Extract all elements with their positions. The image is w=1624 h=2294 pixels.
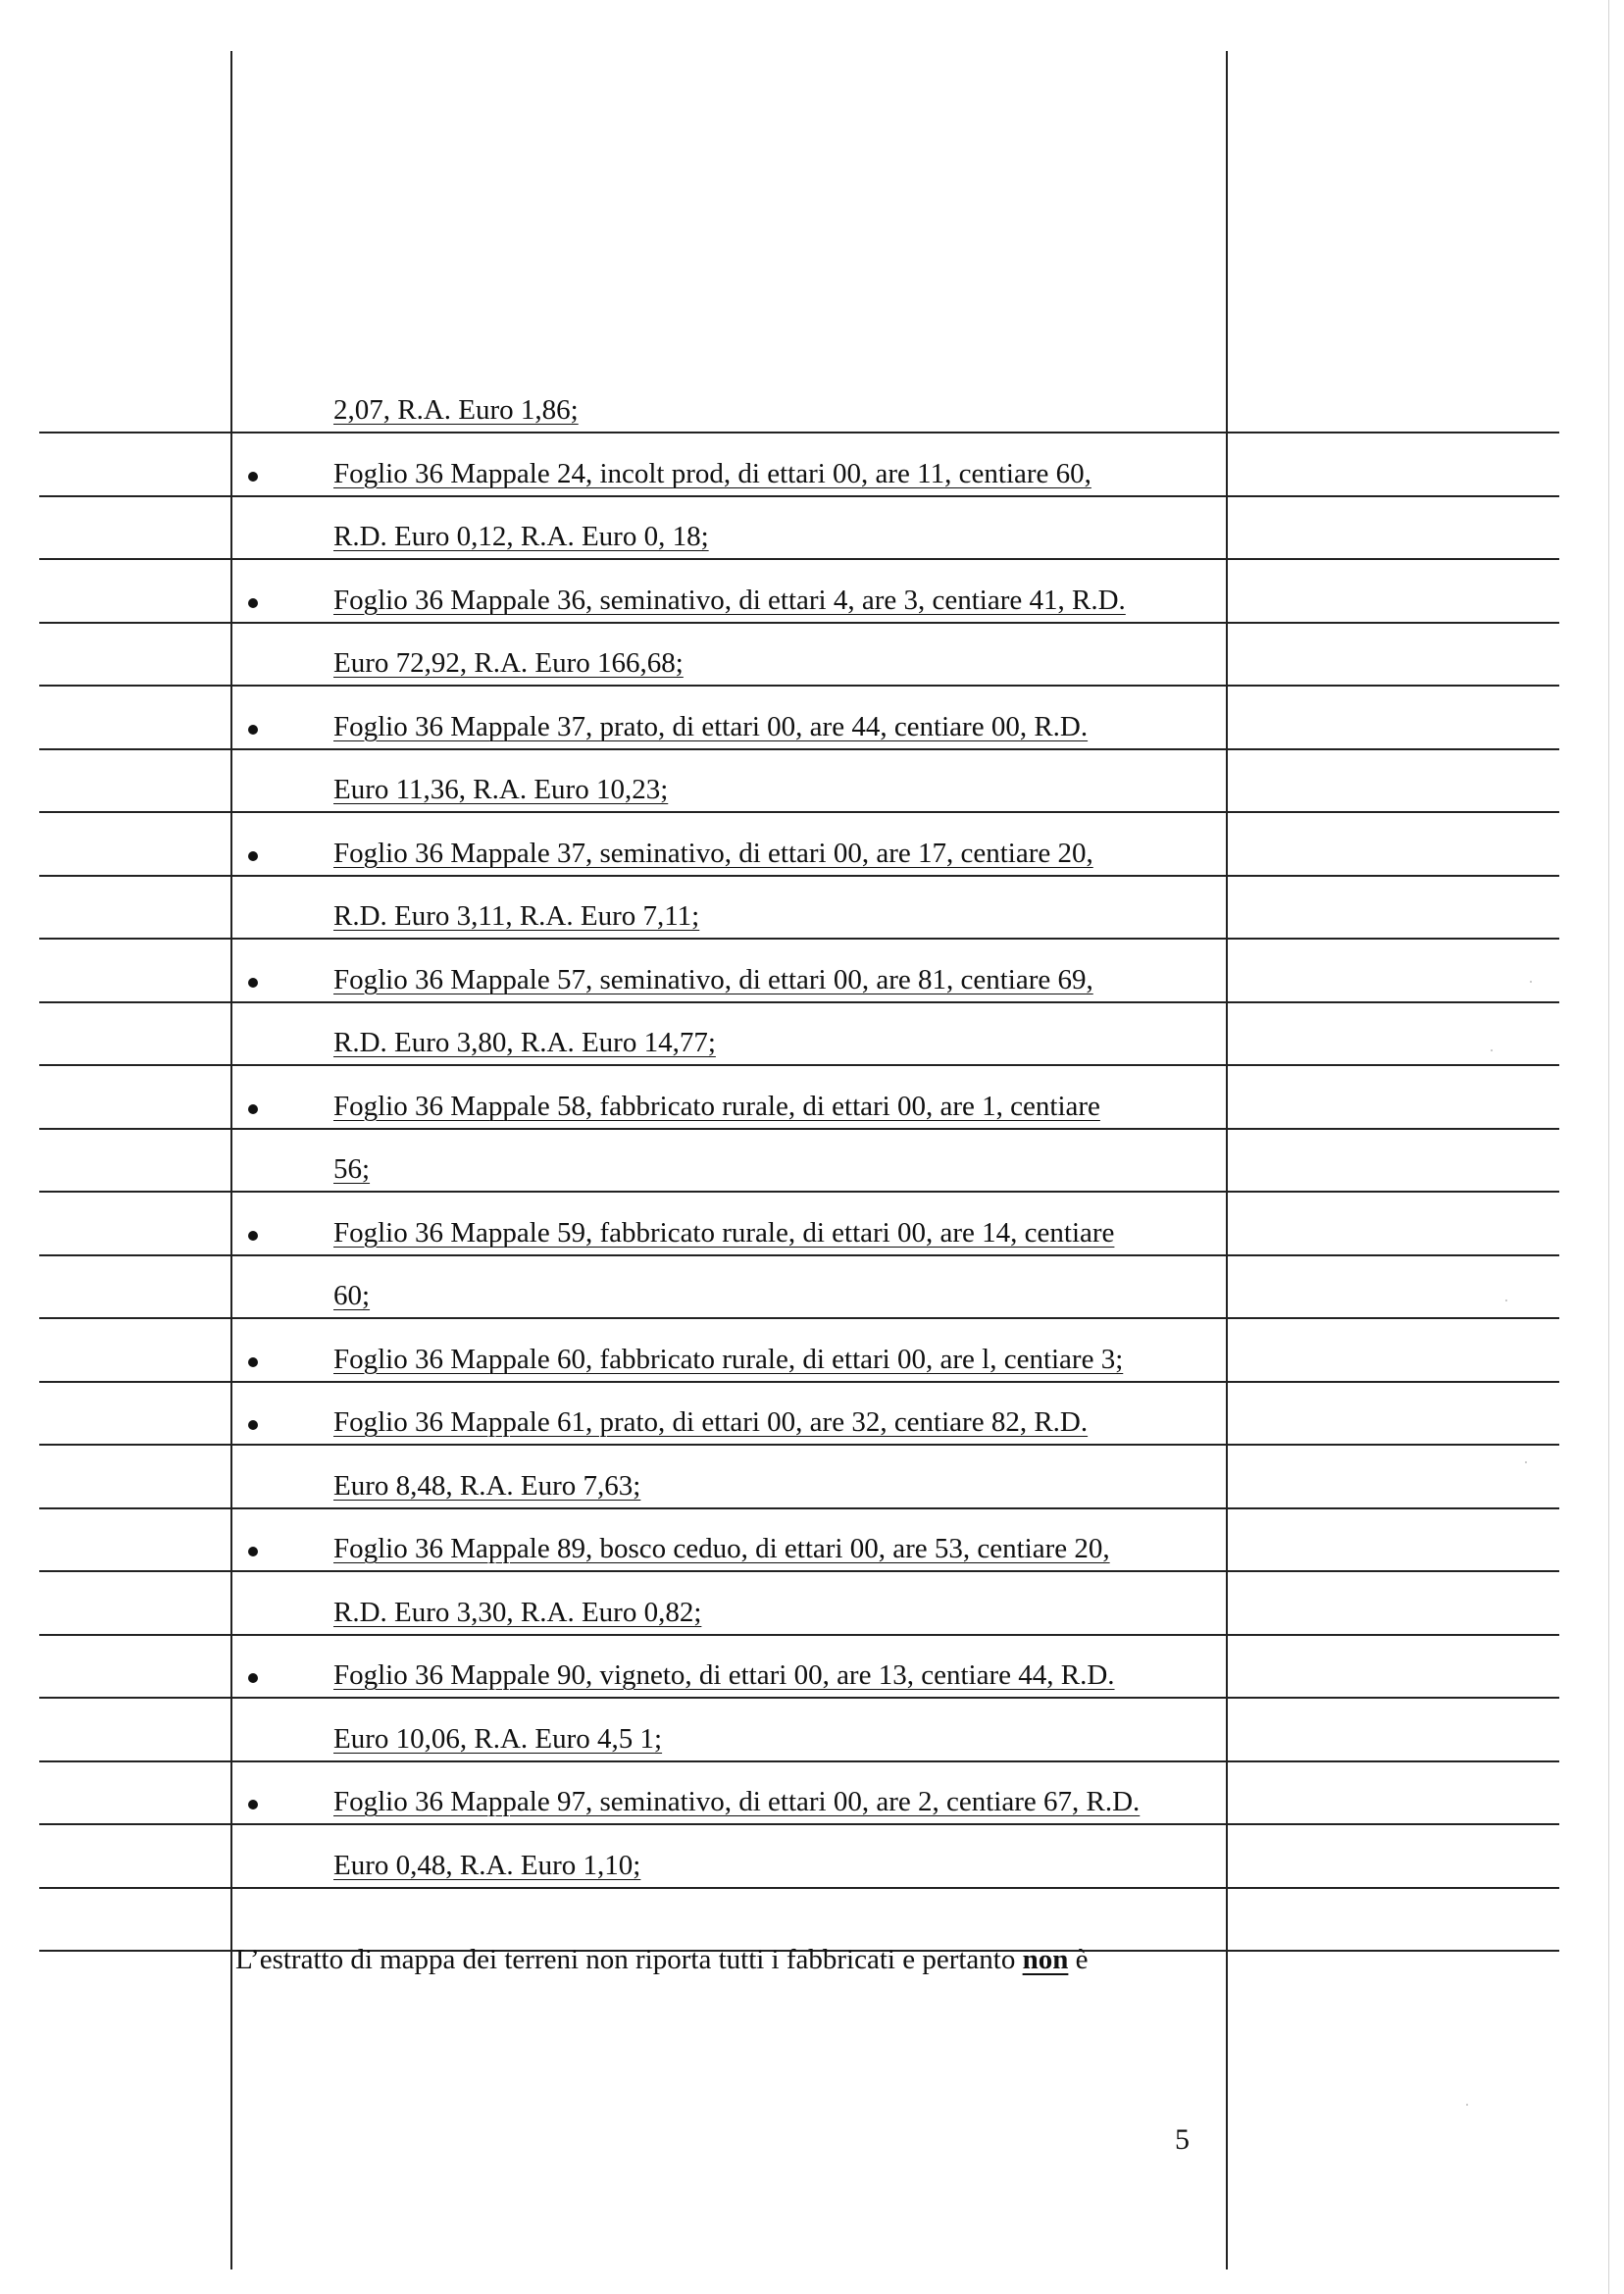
scan-speck: [1505, 1300, 1507, 1301]
ruled-line: [39, 1760, 1559, 1762]
scan-speck: [1530, 981, 1532, 983]
bullet-point: [248, 1357, 258, 1367]
entry-line: Euro 72,92, R.A. Euro 166,68;: [333, 647, 684, 679]
ruled-line: [39, 685, 1559, 687]
bullet-point: [248, 472, 258, 482]
ruled-line: [39, 1254, 1559, 1256]
ruled-line: [39, 1507, 1559, 1509]
left-margin-line: [230, 51, 232, 2269]
ruled-line: [39, 1697, 1559, 1699]
scan-speck: [1491, 1049, 1493, 1051]
entry-line: Foglio 36 Mappale 58, fabbricato rurale, di ettari 00, are 1, centiare: [333, 1090, 1100, 1122]
closing-before: L’estratto di mappa dei terreni non riporta tutti i fabbricati e pertanto: [235, 1944, 1016, 1975]
scan-speck: [1466, 2104, 1468, 2106]
bullet-point: [248, 978, 258, 988]
entry-line: Euro 8,48, R.A. Euro 7,63;: [333, 1469, 641, 1502]
ruled-line: [39, 1001, 1559, 1003]
entry-line: 60;: [333, 1280, 371, 1311]
entry-line: 56;: [333, 1153, 371, 1185]
bullet-point: [248, 1231, 258, 1241]
bullet-point: [248, 598, 258, 608]
ruled-line: [39, 1634, 1559, 1636]
ruled-line: [39, 811, 1559, 813]
bullet-point: [248, 1673, 258, 1683]
bullet-point: [248, 851, 258, 861]
entry-line: Foglio 36 Mappale 60, fabbricato rurale, di ettari 00, are l, centiare 3;: [333, 1343, 1124, 1375]
entry-line: Foglio 36 Mappale 59, fabbricato rurale, di ettari 00, are 14, centiare: [333, 1216, 1115, 1249]
bullet-point: [248, 1420, 258, 1430]
ruled-line: [39, 495, 1559, 497]
entry-line: Foglio 36 Mappale 24, incolt prod, di ettari 00, are 11, centiare 60,: [333, 457, 1091, 489]
entry-line: Foglio 36 Mappale 37, seminativo, di ettari 00, are 17, centiare 20,: [333, 837, 1093, 869]
scan-speck: [1525, 1461, 1527, 1463]
entry-line: Euro 10,06, R.A. Euro 4,5 1;: [333, 1722, 663, 1755]
ruled-line: [39, 1191, 1559, 1193]
bullet-point: [248, 1547, 258, 1556]
entry-line: Foglio 36 Mappale 90, vigneto, di ettari 00, are 13, centiare 44, R.D.: [333, 1659, 1115, 1691]
entry-line: R.D. Euro 3,80, R.A. Euro 14,77;: [333, 1027, 716, 1058]
ruled-line: [39, 938, 1559, 940]
ruled-line: [39, 1381, 1559, 1383]
entry-line: Euro 0,48, R.A. Euro 1,10;: [333, 1849, 641, 1881]
ruled-line: [39, 875, 1559, 877]
closing-after: è: [1075, 1944, 1089, 1975]
ruled-line: [39, 1128, 1559, 1130]
entry-line: 2,07, R.A. Euro 1,86;: [333, 394, 579, 426]
ruled-line: [39, 1444, 1559, 1446]
scan-edge: [1608, 0, 1609, 2294]
ruled-line: [39, 1064, 1559, 1066]
entry-line: R.D. Euro 0,12, R.A. Euro 0, 18;: [333, 521, 709, 552]
entry-line: Foglio 36 Mappale 89, bosco ceduo, di ettari 00, are 53, centiare 20,: [333, 1533, 1110, 1564]
bullet-point: [248, 1104, 258, 1114]
ruled-line: [39, 1887, 1559, 1889]
entry-line: Foglio 36 Mappale 61, prato, di ettari 00, are 32, centiare 82, R.D.: [333, 1406, 1089, 1438]
entry-line: Foglio 36 Mappale 57, seminativo, di ettari 00, are 81, centiare 69,: [333, 963, 1093, 995]
entry-line: Foglio 36 Mappale 37, prato, di ettari 00, are 44, centiare 00, R.D.: [333, 710, 1089, 742]
closing-text: [235, 1944, 1089, 1975]
ruled-line: [39, 558, 1559, 560]
entry-line: Euro 11,36, R.A. Euro 10,23;: [333, 774, 669, 805]
closing-emphasis: non: [1022, 1944, 1069, 1975]
ruled-line: [39, 622, 1559, 624]
ruled-line: [39, 1823, 1559, 1825]
entry-line: Foglio 36 Mappale 36, seminativo, di ettari 4, are 3, centiare 41, R.D.: [333, 584, 1126, 616]
ruled-line: [39, 432, 1559, 433]
ruled-line: [39, 1570, 1559, 1572]
entry-line: R.D. Euro 3,11, R.A. Euro 7,11;: [333, 900, 700, 932]
bullet-point: [248, 1800, 258, 1810]
page-number: 5: [1175, 2123, 1190, 2156]
bullet-point: [248, 725, 258, 735]
entry-line: R.D. Euro 3,30, R.A. Euro 0,82;: [333, 1596, 702, 1628]
ruled-line: [39, 748, 1559, 750]
ruled-line: [39, 1317, 1559, 1319]
right-margin-line: [1226, 51, 1228, 2269]
entry-line: Foglio 36 Mappale 97, seminativo, di ettari 00, are 2, centiare 67, R.D.: [333, 1786, 1141, 1817]
